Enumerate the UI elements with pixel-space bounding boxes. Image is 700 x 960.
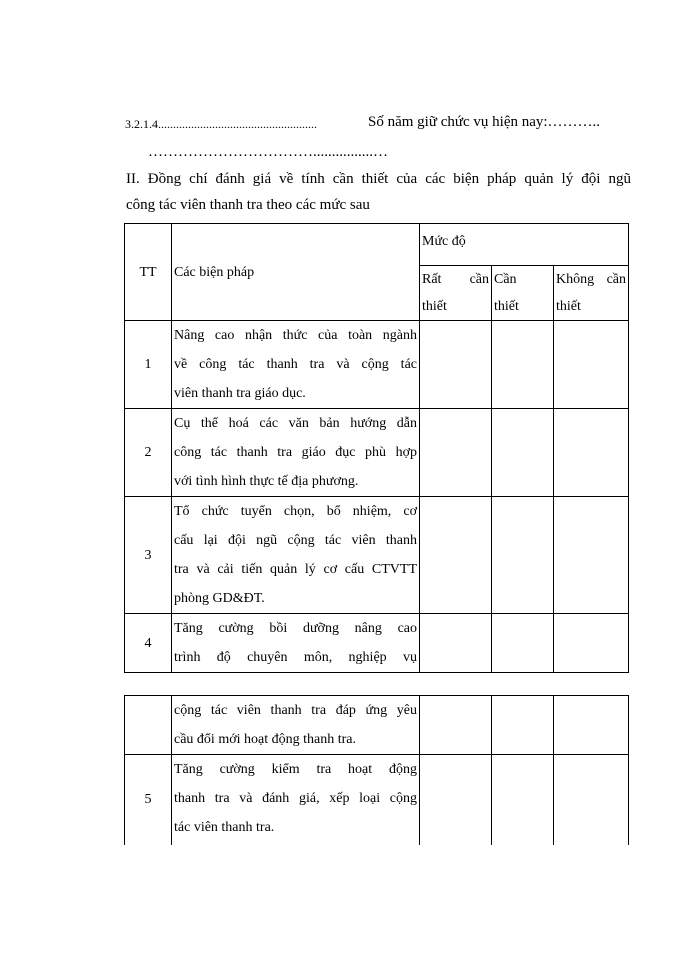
- checkbox-cell-not-necessary[interactable]: [554, 614, 629, 673]
- section-ii-line2: công tác viên thanh tra theo các mức sau: [126, 197, 370, 213]
- checkbox-cell-not-necessary[interactable]: [554, 696, 629, 755]
- checkbox-cell-not-necessary[interactable]: [554, 409, 629, 497]
- measure-line: thanh tra và đánh giá, xếp loại cộng: [174, 791, 417, 806]
- col-header-tt: TT: [125, 224, 172, 321]
- measure-line: Tổ chức tuyển chọn, bổ nhiệm, cơ: [174, 504, 417, 519]
- table-row: [125, 409, 629, 497]
- measure-line: công tác thanh tra giáo đục phù hợp: [174, 445, 417, 460]
- hdr-word: cần: [606, 272, 627, 287]
- years-in-position-label: Số năm giữ chức vụ hiện nay:………..: [368, 114, 601, 130]
- measure-line: Tăng cường bồi dưỡng nâng cao: [174, 621, 417, 636]
- row-measure: [172, 614, 420, 673]
- hdr-word: cần: [469, 272, 489, 287]
- measure-line: về công tác thanh tra và cộng tác: [174, 357, 417, 372]
- section-number: [125, 117, 317, 132]
- checkbox-cell-necessary[interactable]: [492, 755, 554, 845]
- hdr-word: Không: [556, 272, 595, 287]
- row-number: 4: [125, 614, 172, 673]
- measure-line: phòng GD&ĐT.: [174, 591, 265, 606]
- measure-line: Nâng cao nhận thức của toàn ngành: [174, 328, 417, 343]
- table-row: [125, 614, 629, 673]
- dots-line: ……………………………................…: [148, 144, 388, 160]
- measure-line: trình độ chuyên môn, nghiệp vụ: [174, 650, 417, 665]
- checkbox-cell-very-necessary[interactable]: [420, 755, 492, 845]
- dots-fill: ....................................................: [161, 117, 317, 131]
- checkbox-cell-necessary[interactable]: [492, 497, 554, 614]
- col-header-necessary: [492, 266, 554, 321]
- measure-line: tác viên thanh tra.: [174, 820, 275, 835]
- checkbox-cell-necessary[interactable]: [492, 614, 554, 673]
- row-measure: [172, 321, 420, 409]
- col-header-level: Mức độ: [420, 224, 629, 266]
- row-number: 2: [125, 409, 172, 497]
- hdr-word: thiết: [556, 299, 581, 314]
- hdr-word: thiết: [494, 299, 519, 314]
- checkbox-cell-very-necessary[interactable]: [420, 497, 492, 614]
- row-number: 5: [125, 755, 172, 845]
- row-measure: [172, 497, 420, 614]
- checkbox-cell-not-necessary[interactable]: [554, 755, 629, 845]
- checkbox-cell-very-necessary[interactable]: [420, 614, 492, 673]
- checkbox-cell-necessary[interactable]: [492, 321, 554, 409]
- row-measure: [172, 755, 420, 845]
- measure-line: Cụ thể hoá các văn bản hướng dẫn: [174, 416, 417, 431]
- col-header-not-necessary: [554, 266, 629, 321]
- checkbox-cell-not-necessary[interactable]: [554, 321, 629, 409]
- measure-line: cộng tác viên thanh tra đáp ứng yêu: [174, 703, 417, 718]
- row-number: 3: [125, 497, 172, 614]
- table-row: [125, 321, 629, 409]
- hdr-word: Cần: [494, 272, 517, 287]
- table-row: [125, 497, 629, 614]
- measure-line: cấu lại đội ngũ cộng tác viên thanh: [174, 533, 417, 548]
- measure-line: tra và cải tiến quản lý cơ cấu CTVTT: [174, 562, 417, 577]
- checkbox-cell-very-necessary[interactable]: [420, 321, 492, 409]
- row-number: 1: [125, 321, 172, 409]
- measures-table: [124, 223, 629, 673]
- hdr-word: thiết: [422, 299, 447, 314]
- measure-line: với tình hình thực tế địa phương.: [174, 474, 359, 489]
- row-measure-continued: [172, 696, 420, 755]
- table-row: [125, 696, 629, 755]
- measure-line: viên thanh tra giáo dục.: [174, 386, 306, 401]
- measures-table-continued: [124, 695, 629, 845]
- checkbox-cell-very-necessary[interactable]: [420, 696, 492, 755]
- measure-line: Tăng cường kiểm tra hoạt động: [174, 762, 417, 777]
- table-row: [125, 755, 629, 845]
- measure-line: cầu đổi mới hoạt động thanh tra.: [174, 732, 356, 747]
- section-ii-line1: II. Đồng chí đánh giá về tính cần thiết của các biện pháp quản lý đội ngũ: [126, 171, 631, 187]
- row-number-empty: [125, 696, 172, 755]
- checkbox-cell-not-necessary[interactable]: [554, 497, 629, 614]
- col-header-measures: Các biện pháp: [172, 224, 420, 321]
- section-number-text: 3.2.1.4.: [125, 117, 161, 131]
- checkbox-cell-necessary[interactable]: [492, 696, 554, 755]
- col-header-very-necessary: [420, 266, 492, 321]
- hdr-word: Rất: [422, 272, 442, 287]
- checkbox-cell-very-necessary[interactable]: [420, 409, 492, 497]
- row-measure: [172, 409, 420, 497]
- checkbox-cell-necessary[interactable]: [492, 409, 554, 497]
